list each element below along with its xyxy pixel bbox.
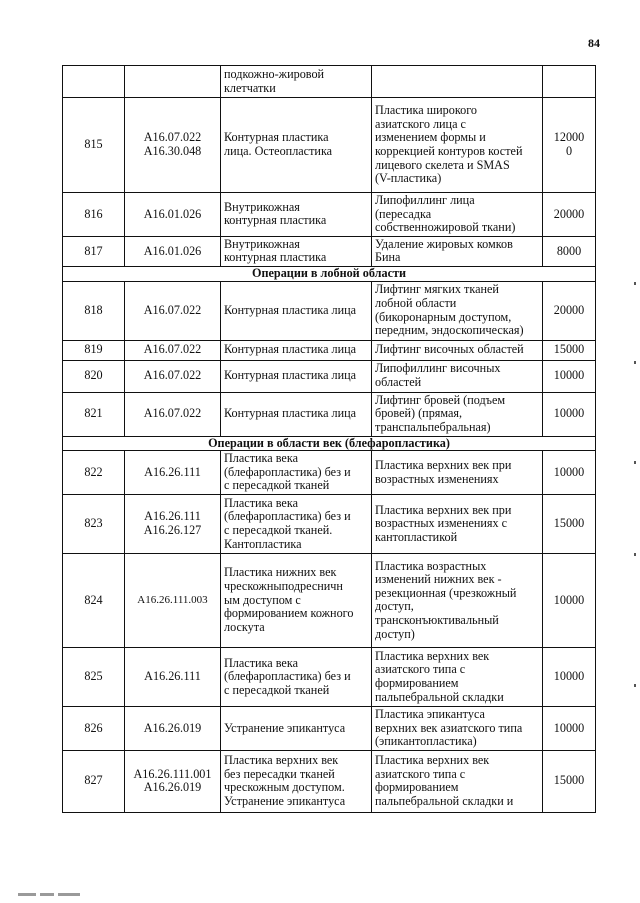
service-price-cell [543, 494, 596, 553]
scan-mark [634, 684, 636, 687]
service-price-line: 12000 [553, 130, 585, 145]
service-name-cell [221, 706, 372, 750]
service-name-line: контурная пластика [224, 213, 327, 228]
service-description-line: (V-пластика) [375, 171, 442, 186]
service-description-cell [372, 553, 543, 647]
service-description-line: собственножировой ткани) [375, 220, 516, 235]
table-row [63, 706, 596, 750]
service-description-cell [372, 98, 543, 193]
service-code-line: A16.26.111.003 [137, 593, 208, 606]
row-number: 816 [63, 193, 125, 237]
service-price-cell [543, 98, 596, 193]
table-row [63, 66, 596, 98]
service-description-cell [372, 360, 543, 392]
service-code-line: A16.07.022 [143, 302, 202, 317]
service-code-cell [125, 706, 221, 750]
service-name-cell [221, 98, 372, 193]
row-number: 820 [63, 360, 125, 392]
service-price-line: 10000 [553, 669, 585, 684]
service-description-cell [372, 494, 543, 553]
service-description-line: транспальпебральная) [375, 419, 491, 434]
row-number: 826 [63, 706, 125, 750]
service-description-line: изменений нижних век - [375, 572, 502, 587]
service-description-line: Лифтинг бровей (подъем [375, 392, 506, 407]
service-name-line: Контурная пластика лица [224, 302, 357, 317]
table-row [63, 494, 596, 553]
service-description-line: формированием [375, 780, 459, 795]
scan-mark [634, 282, 636, 285]
table-row [63, 647, 596, 706]
service-price-cell [543, 236, 596, 266]
service-description-line: трансконъюктивальный [375, 613, 499, 628]
service-name-line: (блефаропластика) без и [224, 509, 351, 524]
service-code-line: A16.07.022 [143, 368, 202, 383]
service-code-cell [125, 193, 221, 237]
service-name-line: Устранение эпикантуса [224, 720, 346, 735]
service-price-line: 8000 [556, 243, 582, 258]
service-description-line: возрастных изменениях с [375, 516, 508, 531]
service-description-line: коррекцией контуров костей [375, 144, 523, 158]
service-code-cell [125, 494, 221, 553]
service-name-cell [221, 340, 372, 360]
service-description-line: Пластика широкого [375, 103, 478, 118]
service-description-line: Пластика верхних век при [375, 457, 512, 472]
row-number: 823 [63, 494, 125, 553]
service-name-line: подкожно-жировой [224, 66, 325, 81]
table-row [63, 193, 596, 237]
service-code-line: A16.26.111.001 [133, 766, 212, 781]
service-code-line: A16.26.127 [143, 522, 202, 537]
scan-footer-mark [58, 893, 80, 896]
service-name-cell [221, 193, 372, 237]
service-name-line: Пластика века [224, 495, 298, 510]
row-number: 827 [63, 750, 125, 812]
service-price-line: 10000 [553, 592, 585, 607]
section-title: Операции в области век (блефаропластика) [63, 436, 596, 451]
service-description-line: Пластика возрастных [375, 558, 487, 573]
service-name-line: формированием кожного [224, 606, 354, 621]
service-name-cell [221, 66, 372, 98]
service-code-line: A16.26.111 [144, 509, 201, 524]
service-code-cell [125, 340, 221, 360]
service-name-line: Внутрикожная [224, 236, 300, 251]
scan-mark [634, 553, 636, 556]
table-row [63, 281, 596, 340]
service-description-cell [372, 193, 543, 237]
service-name-cell [221, 647, 372, 706]
service-description-cell [372, 392, 543, 436]
service-description-line: пальпебральной складки и [375, 793, 514, 808]
service-description-line: лицевого скелета и SMAS [375, 157, 510, 172]
service-description-line: Пластика эпикантуса [375, 706, 485, 721]
service-price-cell [543, 66, 596, 98]
service-code-line: A16.01.026 [143, 243, 202, 258]
service-code-cell [125, 281, 221, 340]
service-description-line: Липофиллинг лица [375, 193, 475, 207]
service-code-cell [125, 392, 221, 436]
service-description-line: передним, эндоскопическая) [375, 323, 524, 338]
service-description-line: Липофиллинг височных [375, 361, 501, 376]
page-number: 84 [588, 36, 600, 50]
service-price-line: 10000 [553, 464, 585, 479]
service-price-line: 10000 [553, 368, 585, 383]
service-description-line: кантопластикой [375, 529, 458, 544]
service-code-cell [125, 451, 221, 495]
service-description-line: Лифтинг мягких тканей [375, 282, 499, 297]
service-code-cell [125, 98, 221, 193]
service-description-line: Пластика верхних век [375, 753, 490, 768]
service-name-line: Внутрикожная [224, 199, 300, 214]
service-name-line: контурная пластика [224, 250, 327, 265]
service-price-cell [543, 360, 596, 392]
service-code-cell [125, 66, 221, 98]
service-description-line: Бина [375, 250, 401, 265]
service-name-line: Кантопластика [224, 536, 302, 551]
service-description-line: бровей) (прямая, [375, 406, 463, 421]
service-name-line: клетчатки [224, 80, 276, 95]
row-number: 815 [63, 98, 125, 193]
service-name-line: лица. Остеопластика [224, 144, 333, 158]
row-number: 822 [63, 451, 125, 495]
service-description-cell [372, 451, 543, 495]
service-name-cell [221, 494, 372, 553]
service-description-line: доступ) [375, 626, 415, 641]
service-description-cell [372, 281, 543, 340]
service-description-line: азиатского типа с [375, 766, 466, 781]
service-name-line: Пластика века [224, 451, 298, 466]
service-name-cell [221, 360, 372, 392]
service-description-line: областей [375, 375, 422, 390]
service-name-line: (блефаропластика) без и [224, 669, 351, 684]
service-description-line: изменением формы и [375, 130, 486, 145]
service-price-line: 15000 [553, 342, 585, 357]
service-name-line: чрескожныподресничн [224, 579, 343, 594]
service-code-cell [125, 360, 221, 392]
row-number: 817 [63, 236, 125, 266]
service-name-line: с пересадкой тканей. [224, 522, 333, 537]
service-code-line: A16.26.019 [143, 720, 202, 735]
scan-footer-mark [40, 893, 54, 896]
service-code-line: A16.26.019 [143, 780, 202, 795]
service-name-line: Контурная пластика лица [224, 406, 357, 421]
service-name-line: Пластика нижних век [224, 565, 337, 580]
service-price-cell [543, 281, 596, 340]
scan-mark [634, 461, 636, 464]
service-description-line: верхних век азиатского типа [375, 720, 523, 735]
service-description-line: Лифтинг височных областей [375, 342, 524, 357]
service-name-cell [221, 451, 372, 495]
service-description-line: азиатского типа с [375, 662, 466, 677]
service-name-line: Пластика верхних век [224, 753, 339, 768]
service-name-cell [221, 750, 372, 812]
row-number: 821 [63, 392, 125, 436]
table-row [63, 451, 596, 495]
service-name-cell [221, 553, 372, 647]
service-description-cell [372, 647, 543, 706]
service-code-cell [125, 553, 221, 647]
service-description-line: (пересадка [375, 206, 432, 221]
service-price-cell [543, 647, 596, 706]
row-number [63, 66, 125, 98]
service-code-line: A16.26.111 [144, 464, 201, 479]
price-list-table [62, 65, 596, 813]
service-code-cell [125, 647, 221, 706]
service-description-line: Пластика верхних век [375, 648, 490, 663]
scan-footer-mark [18, 893, 36, 896]
table-row [63, 392, 596, 436]
service-description-line: возрастных изменениях [375, 471, 499, 486]
price-list-body [63, 66, 596, 813]
service-name-line: ым доступом с [224, 592, 301, 607]
service-description-cell [372, 340, 543, 360]
table-row [63, 553, 596, 647]
service-code-line: A16.07.022 [143, 342, 202, 357]
service-code-line: A16.26.111 [144, 669, 201, 684]
service-description-cell [372, 66, 543, 98]
row-number: 819 [63, 340, 125, 360]
table-row [63, 340, 596, 360]
table-row [63, 360, 596, 392]
service-code-line: A16.07.022 [143, 406, 202, 421]
service-name-line: Контурная пластика лица [224, 368, 357, 383]
service-price-cell [543, 340, 596, 360]
service-name-cell [221, 392, 372, 436]
table-row [63, 236, 596, 266]
service-description-cell [372, 750, 543, 812]
service-description-line: пальпебральной складки [375, 689, 504, 704]
table-row [63, 750, 596, 812]
service-description-line: резекционная (чрезкожный [375, 585, 517, 600]
service-name-line: Контурная пластика лица [224, 342, 357, 357]
service-name-line: с пересадкой тканей [224, 682, 330, 697]
service-description-line: Пластика верхних век при [375, 502, 512, 517]
service-description-line: формированием [375, 675, 459, 690]
service-name-line: Пластика века [224, 655, 298, 670]
scan-mark [634, 361, 636, 364]
service-code-line: A16.01.026 [143, 206, 202, 221]
service-price-cell [543, 553, 596, 647]
service-name-line: без пересадки тканей [224, 766, 335, 781]
service-code-line: A16.30.048 [143, 144, 202, 158]
service-name-line: Контурная пластика [224, 130, 329, 145]
service-description-line: азиатского лица с [375, 116, 466, 131]
service-description-cell [372, 706, 543, 750]
service-price-line: 20000 [553, 206, 585, 221]
service-name-line: Устранение эпикантуса [224, 793, 346, 808]
section-header-row [63, 436, 596, 451]
service-price-line: 10000 [553, 720, 585, 735]
service-price-cell [543, 750, 596, 812]
service-name-line: (блефаропластика) без и [224, 464, 351, 479]
service-price-cell [543, 451, 596, 495]
service-name-line: лоскута [224, 619, 265, 634]
service-name-cell [221, 281, 372, 340]
service-description-line: доступ, [375, 599, 414, 614]
service-code-cell [125, 236, 221, 266]
service-price-line: 15000 [553, 773, 585, 788]
service-description-line: (бикоронарным доступом, [375, 309, 512, 324]
section-header-row [63, 266, 596, 281]
service-name-cell [221, 236, 372, 266]
service-code-line: A16.07.022 [143, 130, 202, 145]
service-price-cell [543, 193, 596, 237]
service-price-cell [543, 706, 596, 750]
service-price-line: 10000 [553, 406, 585, 421]
service-description-cell [372, 236, 543, 266]
row-number: 824 [63, 553, 125, 647]
service-description-line: Удаление жировых комков [375, 236, 513, 251]
service-description-line: лобной области [375, 295, 457, 310]
service-name-line: чрескожным доступом. [224, 780, 345, 795]
service-code-cell [125, 750, 221, 812]
table-row [63, 98, 596, 193]
service-price-cell [543, 392, 596, 436]
service-name-line: с пересадкой тканей [224, 478, 330, 493]
service-price-line: 15000 [553, 516, 585, 531]
service-description-line: (эпикантопластика) [375, 734, 477, 749]
section-title: Операции в лобной области [63, 266, 596, 281]
service-price-line: 20000 [553, 302, 585, 317]
row-number: 818 [63, 281, 125, 340]
service-price-line: 0 [565, 144, 573, 158]
row-number: 825 [63, 647, 125, 706]
